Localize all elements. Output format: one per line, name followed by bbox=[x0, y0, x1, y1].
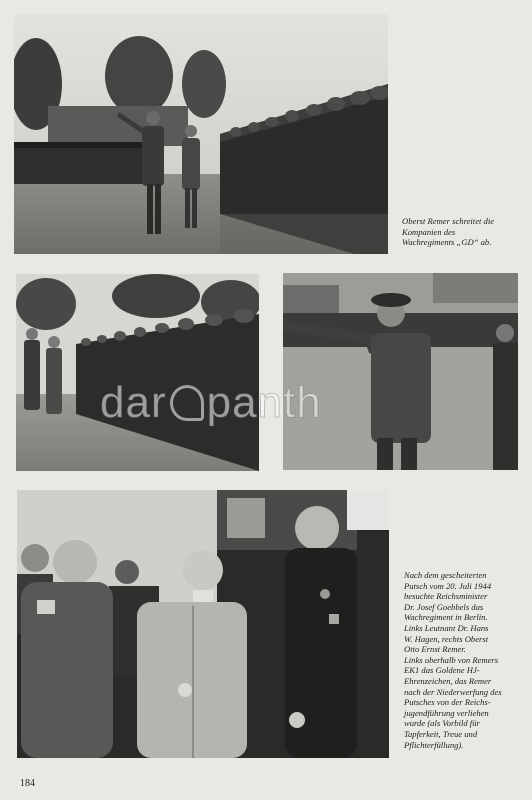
watermark-logo-icon bbox=[170, 385, 204, 421]
page-number: 184 bbox=[20, 778, 35, 789]
caption-bottom-line: Ehrenzeichen, das Remer bbox=[404, 675, 492, 686]
caption-bottom-line: Putsches von der Reichs- bbox=[404, 697, 491, 708]
caption-bottom-line: Links Leutnant Dr. Hans bbox=[404, 622, 489, 633]
photo-formation bbox=[16, 274, 259, 471]
caption-bottom-line: Tapferkeit, Treue und bbox=[404, 728, 478, 739]
caption-bottom-line: wurde (als Vorbild für bbox=[404, 718, 480, 729]
caption-bottom-line: besuchte Reichsminister bbox=[404, 591, 488, 602]
caption-top-line: Wachregiments „GD“ ab. bbox=[402, 237, 492, 248]
caption-bottom-line: Dr. Josef Goebbels das bbox=[404, 601, 484, 612]
caption-bottom-line: Pflichterfüllung). bbox=[404, 739, 464, 750]
photo-goebbels-visit-image bbox=[17, 490, 389, 758]
photo-formation-image bbox=[16, 274, 259, 471]
caption-bottom-line: nach der Niederwerfung des bbox=[404, 686, 502, 697]
caption-bottom-line: Wachregiment in Berlin. bbox=[404, 612, 488, 623]
caption-bottom-line: jugendführung verliehen bbox=[404, 707, 489, 718]
caption-bottom-line: Nach dem gescheiterten bbox=[404, 570, 487, 580]
photo-officer-salute-image bbox=[283, 273, 518, 470]
watermark bbox=[100, 378, 322, 428]
caption-bottom-line: Otto Ernst Remer. bbox=[404, 644, 466, 655]
caption-bottom-line: W. Hagen, rechts Oberst bbox=[404, 633, 489, 644]
watermark-text-start: dar bbox=[100, 378, 167, 427]
photo-officer-salute bbox=[283, 273, 518, 470]
watermark-text-end: panth bbox=[206, 378, 322, 427]
caption-bottom-line: Links oberhalb von Remers bbox=[404, 654, 499, 665]
caption-bottom-line: EK1 das Goldene HJ- bbox=[404, 665, 480, 676]
caption-bottom bbox=[404, 570, 528, 750]
caption-top-line: Kompanien des bbox=[402, 226, 456, 237]
photo-parade-review-image bbox=[14, 14, 388, 254]
caption-top-line: Oberst Remer schreitet die bbox=[402, 216, 495, 226]
caption-top bbox=[402, 216, 526, 248]
photo-goebbels-visit bbox=[17, 490, 389, 758]
caption-bottom-line: Putsch vom 20. Juli 1944 bbox=[404, 580, 492, 591]
photo-parade-review bbox=[14, 14, 388, 254]
